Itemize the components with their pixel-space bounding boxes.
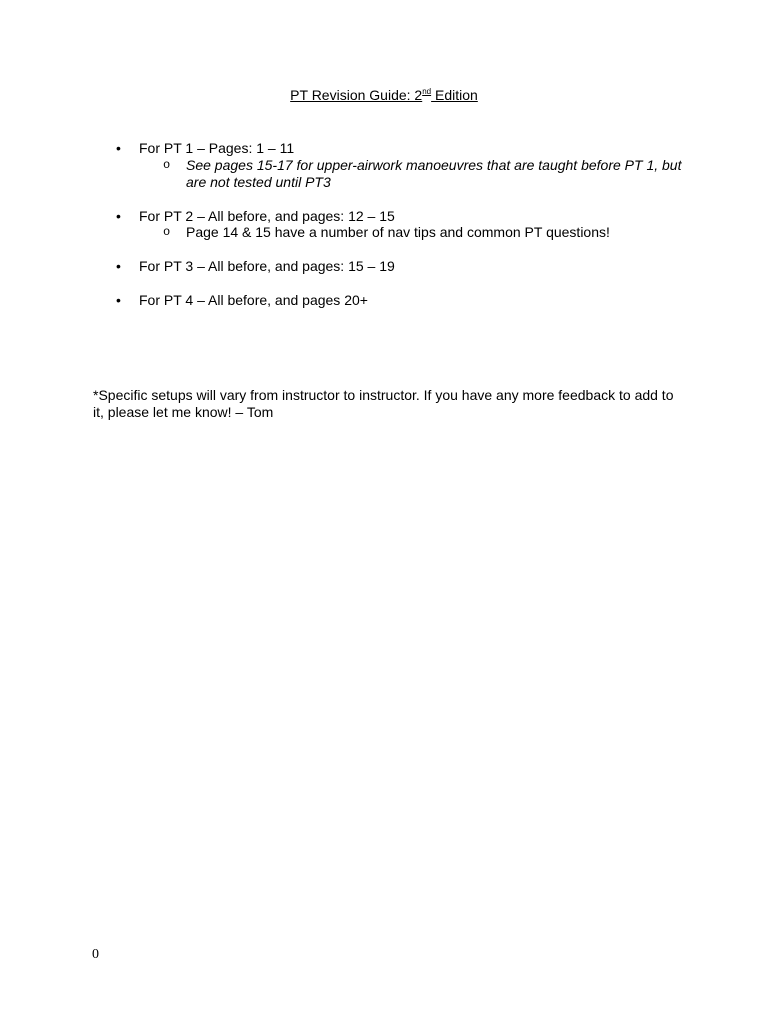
page-title [0, 86, 768, 104]
list-item-text: For PT 4 – All before, and pages 20+ [139, 292, 368, 308]
title-superscript: nd [422, 87, 432, 96]
bullet-icon: • [116, 208, 121, 224]
footnote: *Specific setups will vary from instructor to instructor. If you have any more feedback to add to it, please let me know! – Tom [93, 387, 674, 420]
bullet-icon: • [116, 292, 121, 308]
sub-list-item-text: Page 14 & 15 have a number of nav tips and common PT questions! [186, 224, 610, 240]
list-item-text: For PT 2 – All before, and pages: 12 – 15 [139, 208, 395, 224]
sub-bullet-icon: o [163, 225, 171, 239]
bullet-icon: • [116, 140, 121, 156]
bullet-icon: • [116, 258, 121, 274]
sub-list-item-text: See pages 15-17 for upper-airwork manoeuvres that are taught before PT 1, but are not tested until PT3 [186, 157, 682, 190]
title-main: PT Revision Guide: 2 [290, 87, 423, 103]
list-item-text: For PT 3 – All before, and pages: 15 – 19 [139, 258, 395, 274]
sub-bullet-icon: o [163, 158, 171, 172]
page-number: 0 [92, 947, 99, 962]
title-tail: Edition [431, 87, 478, 103]
list-item-text: For PT 1 – Pages: 1 – 11 [139, 140, 295, 156]
